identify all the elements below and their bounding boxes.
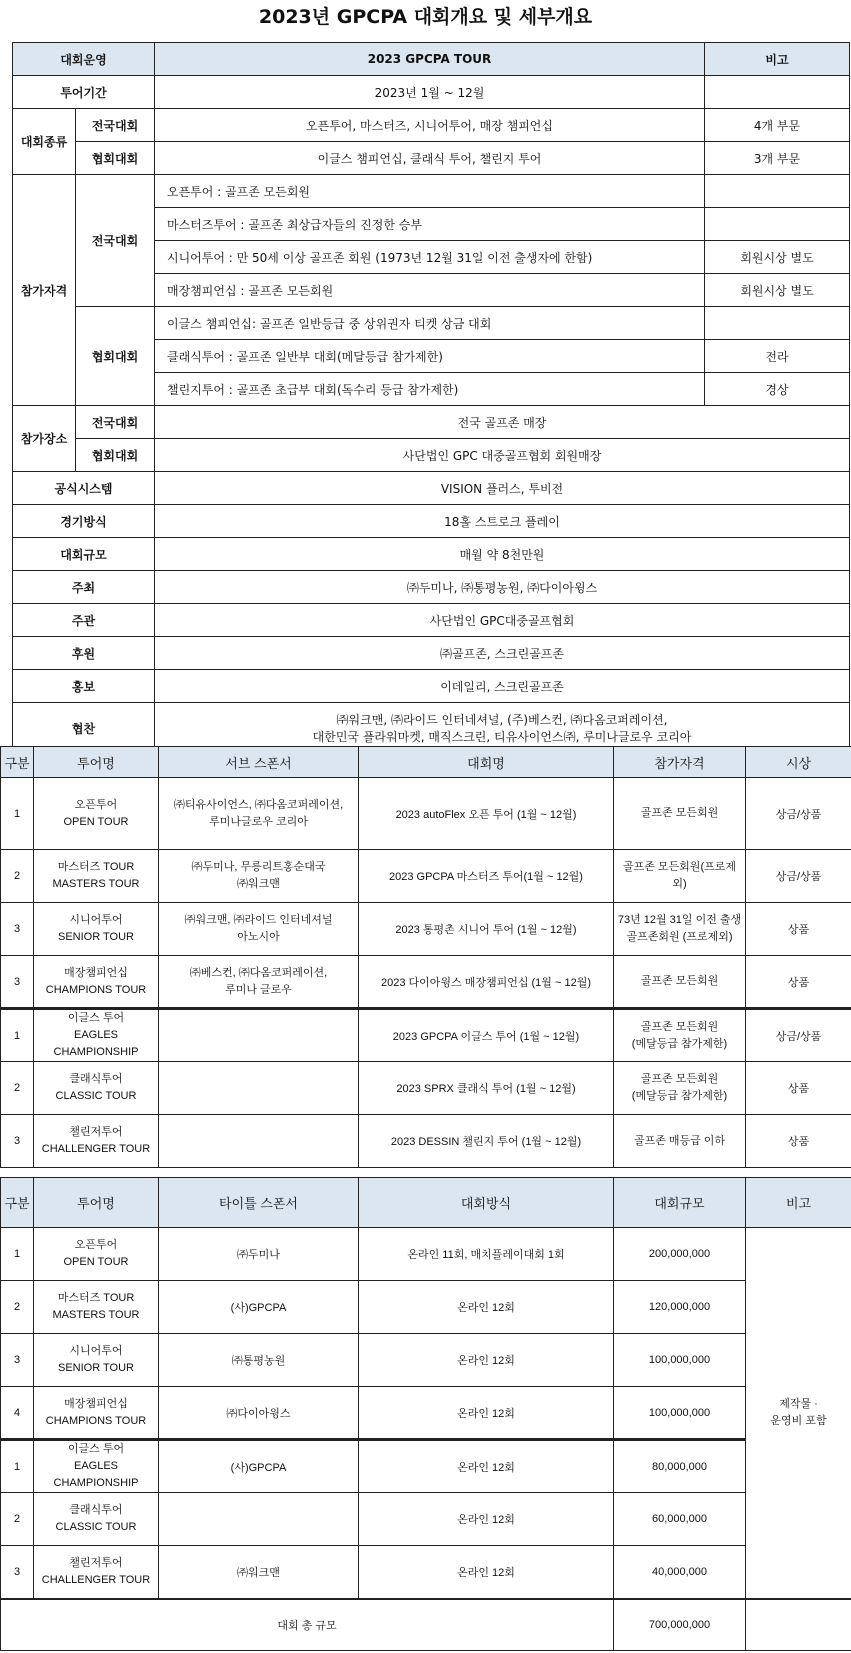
table-row (1, 1228, 851, 1281)
info-label: 경기방식 (13, 505, 155, 538)
prize-amount: 80,000,000 (614, 1440, 746, 1493)
sub-sponsor (159, 1115, 359, 1168)
row-number: 3 (1, 1334, 34, 1387)
table-row (1, 1281, 851, 1334)
scale-header-cell: 대회규모 (614, 1178, 746, 1228)
eligibility-row (13, 175, 850, 208)
header-operation: 대회운영 (13, 43, 155, 76)
page-title: 2023년 GPCPA 대회개요 및 세부개요 (258, 6, 593, 28)
table-row (1, 1062, 851, 1115)
venue-row (13, 406, 850, 439)
event-name: 2023 DESSIN 챌린지 투어 (1월 ~ 12월) (359, 1115, 614, 1168)
tour-name: 챌린저투어 CHALLENGER TOUR (34, 1546, 159, 1599)
info-label: 공식시스템 (13, 472, 155, 505)
eligibility-note: 경상 (705, 373, 850, 406)
sub-sponsor (159, 1062, 359, 1115)
row-number: 3 (1, 956, 34, 1009)
types-assoc-note: 3개 부문 (705, 142, 850, 175)
detail-header-cell: 대회명 (359, 747, 614, 778)
prize: 상금/상품 (746, 1009, 851, 1062)
overview-table (12, 42, 850, 755)
types-national-note: 4개 부문 (705, 109, 850, 142)
sponsor-line: ㈜워크맨, ㈜라이드 인터네셔널, (주)베스컨, ㈜다옴코퍼레이션, (336, 712, 668, 727)
tour-name: 이글스 투어 EAGLES CHAMPIONSHIP (34, 1009, 159, 1062)
detail-header-cell: 투어명 (34, 747, 159, 778)
event-name: 2023 GPCPA 마스터즈 투어(1월 ~ 12월) (359, 850, 614, 903)
table-row (1, 903, 851, 956)
tour-name: 마스터즈 TOUR MASTERS TOUR (34, 1281, 159, 1334)
event-name: 2023 SPRX 클래식 투어 (1월 ~ 12월) (359, 1062, 614, 1115)
scale-header-cell: 구분 (1, 1178, 34, 1228)
types-label: 대회종류 (13, 109, 76, 175)
eligibility-note (705, 175, 850, 208)
eligibility-text: 클래식투어 : 골프존 일반부 대회(메달등급 참가제한) (155, 340, 705, 373)
info-label: 주관 (13, 604, 155, 637)
event-name: 2023 통평촌 시니어 투어 (1월 ~ 12월) (359, 903, 614, 956)
sub-sponsor (159, 1009, 359, 1062)
table-row (1, 1387, 851, 1440)
tour-name: 시니어투어 SENIOR TOUR (34, 903, 159, 956)
overview-header-row (13, 43, 850, 76)
event-format: 온라인 12회 (359, 1334, 614, 1387)
types-assoc-value: 이글스 챔피언십, 클래식 투어, 챌린지 투어 (155, 142, 705, 175)
eligibility-text: 시니어투어 : 만 50세 이상 골프존 회원 (1973년 12월 31일 이전 출생자에 한함) (155, 241, 705, 274)
row-number: 2 (1, 850, 34, 903)
tour-name: 매장챔피언십 CHAMPIONS TOUR (34, 1387, 159, 1440)
eligibility-text: 매장챔피언십 : 골프존 모든회원 (155, 274, 705, 307)
info-value: 이데일리, 스크린골프존 (155, 670, 850, 703)
title-sponsor: ㈜워크맨 (159, 1546, 359, 1599)
scale-header-cell: 투어명 (34, 1178, 159, 1228)
detail-header-cell: 참가자격 (614, 747, 746, 778)
scale-header-row (1, 1178, 851, 1228)
info-value: 18홀 스트로크 플레이 (155, 505, 850, 538)
eligibility-note: 회원시상 별도 (705, 274, 850, 307)
event-name: 2023 autoFlex 오픈 투어 (1월 ~ 12월) (359, 778, 614, 850)
tour-name: 마스터즈 TOUR MASTERS TOUR (34, 850, 159, 903)
scale-note: 제작물 · 운영비 포함 (746, 1228, 851, 1599)
header-tour: 2023 GPCPA TOUR (155, 43, 705, 76)
detail-table (0, 746, 851, 1168)
prize-amount: 100,000,000 (614, 1334, 746, 1387)
detail-header-row (1, 747, 851, 778)
sub-sponsor: ㈜두미나, 무릉리트홍순대국 ㈜워크맨 (159, 850, 359, 903)
eligibility-text: 마스터즈투어 : 골프존 최상급자들의 진정한 승부 (155, 208, 705, 241)
event-name: 2023 다이아윙스 매장챔피언십 (1월 ~ 12월) (359, 956, 614, 1009)
info-row (13, 538, 850, 571)
total-label: 대회 총 규모 (1, 1599, 614, 1651)
table-row (1, 1334, 851, 1387)
scale-header-cell: 대회방식 (359, 1178, 614, 1228)
prize-amount: 200,000,000 (614, 1228, 746, 1281)
tour-name: 시니어투어 SENIOR TOUR (34, 1334, 159, 1387)
prize: 상품 (746, 1062, 851, 1115)
eligibility: 73년 12월 31일 이전 출생 골프존회원 (프로제외) (614, 903, 746, 956)
row-number: 1 (1, 1228, 34, 1281)
row-number: 2 (1, 1493, 34, 1546)
tour-name: 오픈투어 OPEN TOUR (34, 778, 159, 850)
prize: 상품 (746, 1115, 851, 1168)
table-row (1, 1440, 851, 1493)
info-row (13, 472, 850, 505)
info-value: ㈜두미나, ㈜통평농원, ㈜다이아윙스 (155, 571, 850, 604)
event-format: 온라인 12회 (359, 1387, 614, 1440)
venue-national-value: 전국 골프존 매장 (155, 406, 850, 439)
tour-name: 챌린저투어 CHALLENGER TOUR (34, 1115, 159, 1168)
eligibility-note (705, 208, 850, 241)
info-value: 매월 약 8천만원 (155, 538, 850, 571)
types-row (13, 142, 850, 175)
eligibility-text: 이글스 챔피언십: 골프존 일반등급 중 상위권자 티켓 상금 대회 (155, 307, 705, 340)
venue-national-label: 전국대회 (76, 406, 155, 439)
title-sponsor: (사)GPCPA (159, 1440, 359, 1493)
scale-header-cell: 타이틀 스폰서 (159, 1178, 359, 1228)
venue-row (13, 439, 850, 472)
row-number: 2 (1, 1281, 34, 1334)
prize: 상금/상품 (746, 778, 851, 850)
detail-header-cell: 시상 (746, 747, 851, 778)
row-number: 2 (1, 1062, 34, 1115)
info-label: 대회규모 (13, 538, 155, 571)
info-label: 홍보 (13, 670, 155, 703)
prize-amount: 40,000,000 (614, 1546, 746, 1599)
eligibility: 골프존 모든회원 (614, 956, 746, 1009)
sponsor-label: 협찬 (13, 703, 155, 755)
eligibility: 골프존 모든회원 (메달등급 참가제한) (614, 1062, 746, 1115)
row-number: 1 (1, 1009, 34, 1062)
event-format: 온라인 12회 (359, 1546, 614, 1599)
title-sponsor: ㈜두미나 (159, 1228, 359, 1281)
table-row (1, 1493, 851, 1546)
eligibility-text: 오픈투어 : 골프존 모든회원 (155, 175, 705, 208)
title-sponsor (159, 1493, 359, 1546)
eligibility-note: 전라 (705, 340, 850, 373)
tour-name: 매장챔피언십 CHAMPIONS TOUR (34, 956, 159, 1009)
period-label: 투어기간 (13, 76, 155, 109)
period-note (705, 76, 850, 109)
info-row (13, 670, 850, 703)
sub-sponsor: ㈜티유사이언스, ㈜다옴코퍼레이션, 루미나글로우 코리아 (159, 778, 359, 850)
tour-name: 클래식투어 CLASSIC TOUR (34, 1493, 159, 1546)
info-value: 사단법인 GPC대중골프협회 (155, 604, 850, 637)
eligibility: 골프존 모든회원 (메달등급 참가제한) (614, 1009, 746, 1062)
info-row (13, 505, 850, 538)
row-number: 1 (1, 1440, 34, 1493)
title-sponsor: (사)GPCPA (159, 1281, 359, 1334)
info-row (13, 637, 850, 670)
types-assoc-label: 협회대회 (76, 142, 155, 175)
info-label: 주최 (13, 571, 155, 604)
period-value: 2023년 1월 ~ 12월 (155, 76, 705, 109)
eligibility: 골프존 모든회원 (614, 778, 746, 850)
info-row (13, 571, 850, 604)
table-row (1, 1115, 851, 1168)
row-number: 4 (1, 1387, 34, 1440)
prize: 상품 (746, 956, 851, 1009)
event-format: 온라인 12회 (359, 1440, 614, 1493)
prize-amount: 100,000,000 (614, 1387, 746, 1440)
title-sponsor: ㈜다이아윙스 (159, 1387, 359, 1440)
event-format: 온라인 12회 (359, 1281, 614, 1334)
eligibility-national-label: 전국대회 (76, 175, 155, 307)
tour-name: 클래식투어 CLASSIC TOUR (34, 1062, 159, 1115)
row-number: 1 (1, 778, 34, 850)
scale-header-cell: 비고 (746, 1178, 851, 1228)
eligibility-note: 회원시상 별도 (705, 241, 850, 274)
period-row (13, 76, 850, 109)
info-value: VISION 플러스, 투비전 (155, 472, 850, 505)
sponsor-line: 대한민국 플라워마켓, 매직스크린, 티유사이언스㈜, 루미나글로우 코리아 (312, 729, 692, 744)
event-format: 온라인 11회, 매치플레이대회 1회 (359, 1228, 614, 1281)
types-national-label: 전국대회 (76, 109, 155, 142)
prize-amount: 120,000,000 (614, 1281, 746, 1334)
detail-header-cell: 구분 (1, 747, 34, 778)
detail-header-cell: 서브 스폰서 (159, 747, 359, 778)
total-note (746, 1599, 851, 1651)
table-row (1, 1009, 851, 1062)
info-value: ㈜골프존, 스크린골프존 (155, 637, 850, 670)
eligibility-row (13, 307, 850, 340)
tour-name: 오픈투어 OPEN TOUR (34, 1228, 159, 1281)
eligibility-assoc-label: 협회대회 (76, 307, 155, 406)
row-number: 3 (1, 1115, 34, 1168)
info-label: 후원 (13, 637, 155, 670)
eligibility: 골프존 모든회원(프로제외) (614, 850, 746, 903)
event-format: 온라인 12회 (359, 1493, 614, 1546)
tour-name: 이글스 투어 EAGLES CHAMPIONSHIP (34, 1440, 159, 1493)
table-row (1, 956, 851, 1009)
eligibility-text: 챌린지투어 : 골프존 초급부 대회(독수리 등급 참가제한) (155, 373, 705, 406)
table-row (1, 1546, 851, 1599)
sub-sponsor: ㈜워크맨, ㈜라이드 인터네셔널 아노시아 (159, 903, 359, 956)
prize-amount: 60,000,000 (614, 1493, 746, 1546)
venue-assoc-label: 협회대회 (76, 439, 155, 472)
types-national-value: 오픈투어, 마스터즈, 시니어투어, 매장 챔피언십 (155, 109, 705, 142)
total-row (1, 1599, 851, 1651)
scale-table (0, 1177, 851, 1651)
header-note: 비고 (705, 43, 850, 76)
types-row (13, 109, 850, 142)
eligibility-note (705, 307, 850, 340)
venue-label: 참가장소 (13, 406, 76, 472)
event-name: 2023 GPCPA 이글스 투어 (1월 ~ 12월) (359, 1009, 614, 1062)
row-number: 3 (1, 903, 34, 956)
info-row (13, 604, 850, 637)
table-row (1, 778, 851, 850)
venue-assoc-value: 사단법인 GPC 대중골프협회 회원매장 (155, 439, 850, 472)
sub-sponsor: ㈜베스컨, ㈜다옴코퍼레이션, 루미나 글로우 (159, 956, 359, 1009)
eligibility: 골프존 매등급 이하 (614, 1115, 746, 1168)
eligibility-label: 참가자격 (13, 175, 76, 406)
total-amount: 700,000,000 (614, 1599, 746, 1651)
title-sponsor: ㈜통평농원 (159, 1334, 359, 1387)
table-row (1, 850, 851, 903)
row-number: 3 (1, 1546, 34, 1599)
prize: 상품 (746, 903, 851, 956)
prize: 상금/상품 (746, 850, 851, 903)
